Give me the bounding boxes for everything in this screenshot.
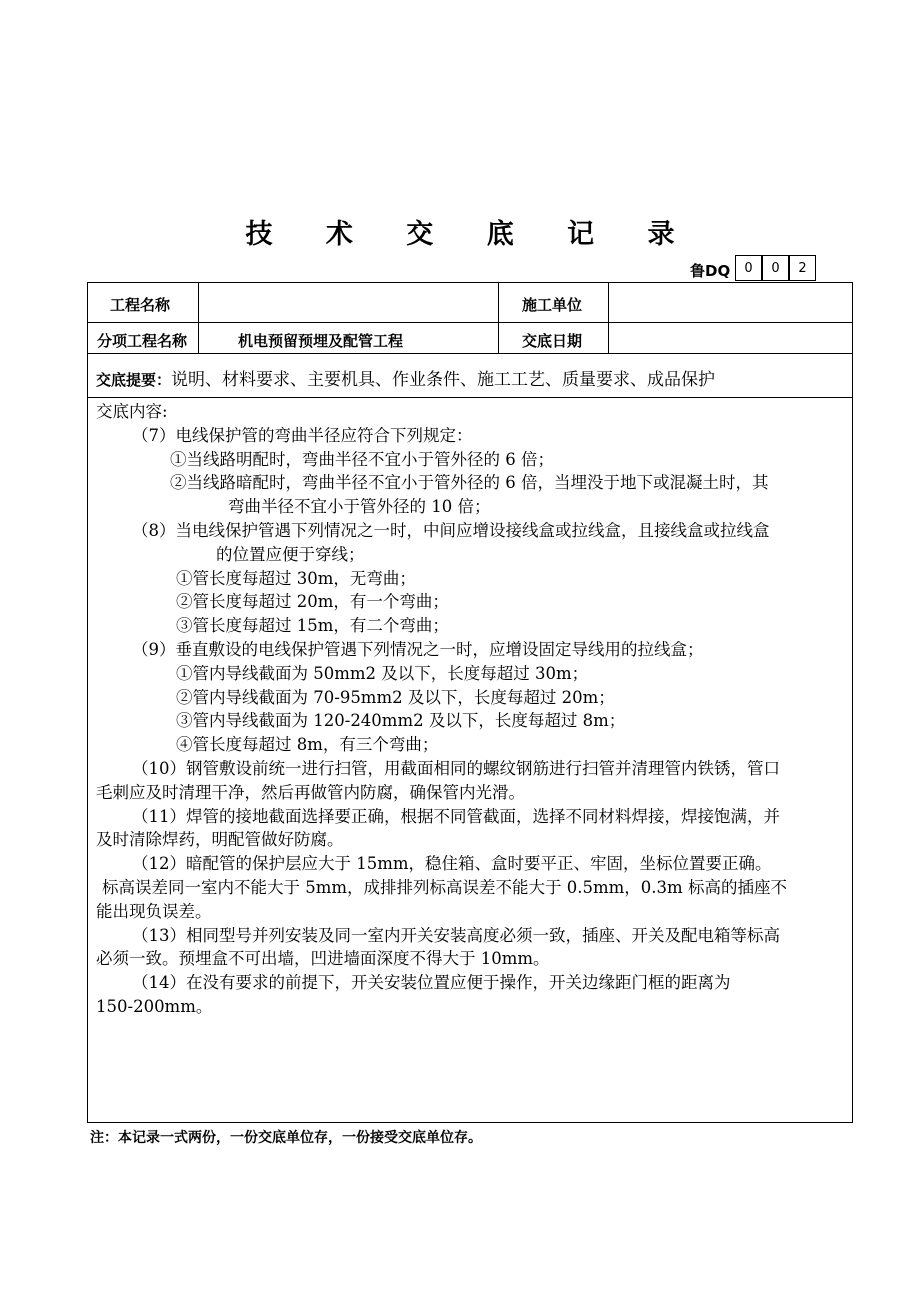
content-line: （9）垂直敷设的电线保护管遇下列情况之一时，应增设固定导线用的拉线盒； [132, 639, 704, 659]
content-line: 标高误差同一室内不能大于 5mm，成排排列标高误差不能大于 0.5mm，0.3m 标高的插座不 [102, 877, 787, 897]
content-line: ①管内导线截面为 50mm2 及以下，长度每超过 30m； [176, 663, 589, 683]
content-label: 交底内容: [96, 402, 168, 421]
content-line: （7）电线保护管的弯曲半径应符合下列规定： [132, 425, 473, 445]
content-line: （14）在没有要求的前提下，开关安装位置应便于操作，开关边缘距门框的距离为 [132, 973, 731, 993]
record-code-digit-2: 0 [762, 255, 789, 281]
record-table [87, 282, 853, 1123]
column-divider [498, 283, 499, 353]
content-line: （11）焊管的接地截面选择要正确，根据不同管截面，选择不同材料焊接，焊接饱满，并 [132, 806, 780, 826]
content-line: ②当线路暗配时，弯曲半径不宜小于管外径的 6 倍，当埋没于地下或混凝土时，其 [170, 473, 769, 493]
content-body [96, 400, 848, 1019]
content-line: ④管长度每超过 8m，有三个弯曲； [176, 735, 439, 755]
sub-project-label: 分项工程名称 [97, 332, 188, 350]
content-line: 的位置应便于穿线； [216, 544, 365, 564]
content-line: ③管长度每超过 15m，有二个弯曲； [176, 616, 449, 636]
content-line: 弯曲半径不宜小于管外径的 10 倍； [228, 497, 491, 517]
record-code-digit-3: 2 [789, 255, 816, 281]
page-title: 技 术 交 底 记 录 [245, 219, 697, 250]
sub-project-value: 机电预留预埋及配管工程 [238, 332, 404, 350]
content-line: ③管内导线截面为 120-240mm2 及以下，长度每超过 8m； [176, 711, 626, 731]
content-line: ①管长度每超过 30m，无弯曲； [176, 568, 416, 588]
footer-note: 注：本记录一式两份，一份交底单位存，一份接受交底单位存。 [90, 1130, 482, 1146]
record-code-digit-1: 0 [735, 255, 762, 281]
content-line: （12）暗配管的保护层应大于 15mm，稳住箱、盒时要平正、牢固，坐标位置要正确。 [132, 854, 772, 874]
record-code-label: 鲁DQ [690, 262, 731, 280]
row-divider [88, 397, 852, 398]
content-line: 毛刺应及时清理干净，然后再做管内防腐，确保管内光滑。 [96, 782, 525, 802]
content-line: ②管内导线截面为 70-95mm2 及以下，长度每超过 20m； [176, 687, 615, 707]
summary-row [96, 365, 715, 390]
content-line: （13）相同型号并列安装及同一室内开关安装高度必须一致，插座、开关及配电箱等标高 [132, 925, 780, 945]
column-divider [608, 283, 609, 353]
content-line: 及时清除焊药，明配管做好防腐。 [96, 830, 344, 850]
content-line: 必须一致。预埋盒不可出墙，凹进墙面深度不得大于 10mm。 [96, 949, 550, 969]
column-divider [198, 283, 199, 353]
content-line: （10）钢管敷设前统一进行扫管，用截面相同的螺纹钢筋进行扫管并清理管内铁锈，管口 [132, 758, 780, 778]
summary-value: 说明、材料要求、主要机具、作业条件、施工工艺、质量要求、成品保护 [171, 370, 716, 390]
construction-unit-label: 施工单位 [522, 296, 583, 314]
content-line: ②管长度每超过 20m，有一个弯曲； [176, 592, 449, 612]
row-divider [88, 322, 852, 323]
summary-label: 交底提要： [96, 371, 172, 389]
date-label: 交底日期 [522, 332, 583, 350]
content-line: ①当线路明配时，弯曲半径不宜小于管外径的 6 倍； [170, 449, 554, 469]
row-divider [88, 353, 852, 354]
content-line: （8）当电线保护管遇下列情况之一时，中间应增设接线盒或拉线盒，且接线盒或拉线盒 [132, 520, 770, 540]
content-line: 能出现负误差。 [96, 901, 212, 921]
project-name-label: 工程名称 [110, 296, 171, 314]
content-line: 150-200mm。 [96, 996, 213, 1016]
